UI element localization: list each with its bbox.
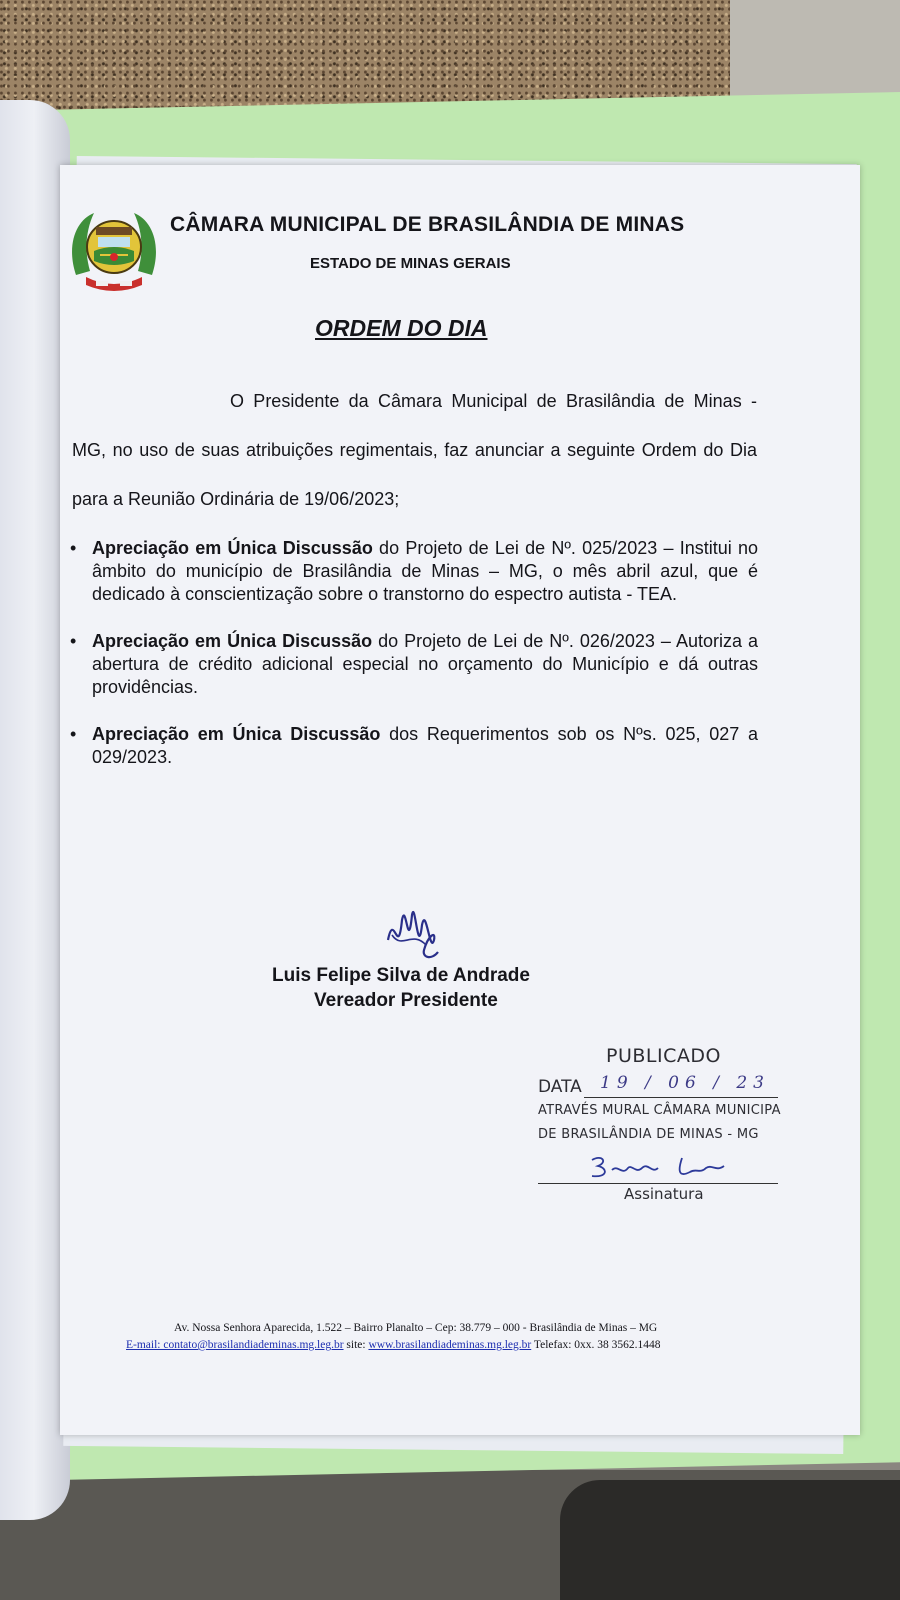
institution-name: CÂMARA MUNICIPAL DE BRASILÂNDIA DE MINAS <box>170 213 685 236</box>
stamp-date-line <box>584 1097 778 1098</box>
footer-email-link[interactable]: E-mail: contato@brasilandiademinas.mg.leg.br <box>126 1339 344 1351</box>
state-name: ESTADO DE MINAS GERAIS <box>310 255 511 272</box>
footer-phone: Telefax: 0xx. 38 3562.1448 <box>531 1339 661 1351</box>
agenda-item-lead: Apreciação em Única Discussão <box>92 538 373 558</box>
stamp-title: PUBLICADO <box>606 1045 721 1067</box>
document-title: ORDEM DO DIA <box>315 315 488 341</box>
stamp-signature-label: Assinatura <box>624 1185 704 1203</box>
intro-text: O Presidente da Câmara Municipal de Brasilândia de Minas - MG, no uso de suas atribuições regimentais, faz anunciar a seguinte Ordem do Dia para a Reunião Ordinária de 19/06/2023; <box>72 391 757 509</box>
stamp-date-label: DATA <box>538 1077 582 1097</box>
footer-address: Av. Nossa Senhora Aparecida, 1.522 – Bairro Planalto – Cep: 38.779 – 000 - Brasilândia de Minas – MG <box>174 1322 658 1334</box>
agenda-item <box>68 630 758 699</box>
intro-paragraph <box>72 377 757 524</box>
stamp-date-value: 19 / 06 / 23 <box>600 1073 770 1093</box>
agenda-item-text: do Projeto de Lei de Nº. 025/2023 – Institui no âmbito do município de Brasilândia de Minas – MG, o mês abril azul, que é dedicado à conscientização sobre o transtorno do espectro autista - TEA. <box>92 538 758 604</box>
handwritten-signature-icon <box>382 900 442 970</box>
stamp-line-1: ATRAVÉS MURAL CÂMARA MUNICIPA <box>538 1103 781 1118</box>
municipal-crest-icon <box>66 205 162 293</box>
shadow-area <box>560 1480 900 1600</box>
footer-contact <box>126 1339 661 1351</box>
agenda-item <box>68 723 758 769</box>
stamp-signature-icon <box>578 1150 738 1184</box>
stamp-line-2: DE BRASILÂNDIA DE MINAS - MG <box>538 1127 759 1142</box>
signatory-role: Vereador Presidente <box>314 990 498 1011</box>
agenda-list <box>68 537 758 787</box>
agenda-item-text: dos Requerimentos sob os Nºs. 025, 027 a 029/2023. <box>92 724 758 767</box>
agenda-item-lead: Apreciação em Única Discussão <box>92 724 381 744</box>
agenda-item-text: do Projeto de Lei de Nº. 026/2023 – Autoriza a abertura de crédito adicional especial no orçamento do Município e dá outras providências. <box>92 631 758 697</box>
footer-site-label: site: <box>343 1339 369 1351</box>
agenda-item-lead: Apreciação em Única Discussão <box>92 631 373 651</box>
agenda-item <box>68 537 758 606</box>
document-page <box>60 165 860 1435</box>
signatory-name: Luis Felipe Silva de Andrade <box>272 965 530 986</box>
stamp-signature-line <box>538 1183 778 1184</box>
footer-site-link[interactable]: www.brasilandiademinas.mg.leg.br <box>368 1339 532 1351</box>
